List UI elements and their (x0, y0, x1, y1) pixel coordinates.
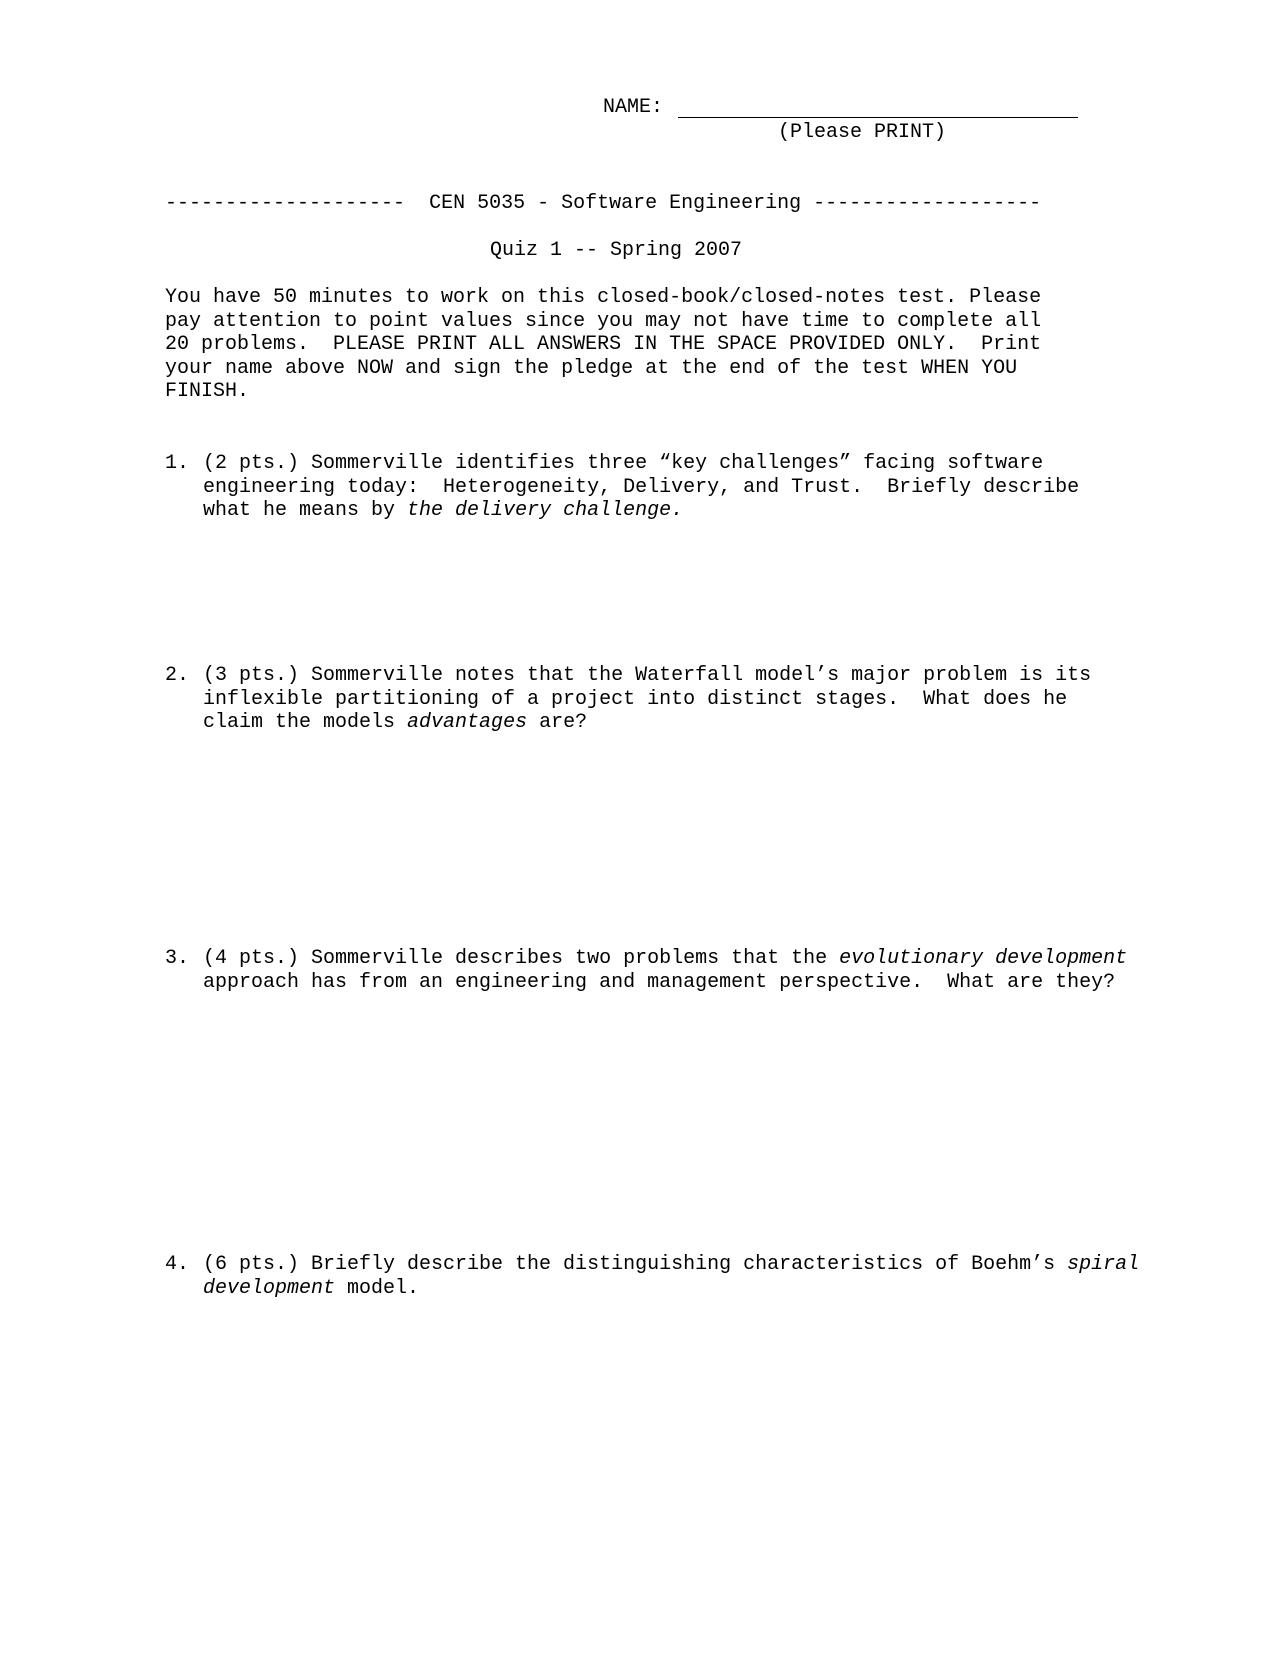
question-text-segment: model. (335, 1276, 420, 1300)
name-label: NAME: (603, 96, 664, 119)
question-text (203, 452, 1193, 523)
question-emphasis: spiral (1067, 1253, 1140, 1276)
question-text-segment: (4 pts.) Sommerville describes two problems that the (203, 947, 840, 970)
question-line: inflexible partitioning of a project into distinct stages. What does he (203, 687, 1068, 711)
question-line (203, 499, 1193, 523)
question-text (203, 664, 1193, 735)
question-number: 1. (165, 452, 190, 475)
instruction-line: 20 problems. PLEASE PRINT ALL ANSWERS IN THE SPACE PROVIDED ONLY. Print (165, 333, 1042, 356)
instruction-line: pay attention to point values since you may not have time to complete all (165, 309, 1042, 333)
course-title: CEN 5035 - Software Engineering (429, 192, 802, 215)
course-header (165, 192, 1077, 216)
question-line (203, 711, 1193, 735)
please-print-hint: (Please PRINT) (778, 121, 947, 144)
question-line: engineering today: Heterogeneity, Delivery, and Trust. Briefly describe (203, 475, 1080, 499)
question-emphasis: the delivery challenge. (407, 499, 684, 522)
question-text-segment: (6 pts.) Briefly describe the distinguishing characteristics of Boehm’s (203, 1253, 1068, 1276)
instruction-line: You have 50 minutes to work on this closed-book/closed-notes test. Please (165, 286, 1042, 309)
question-number: 2. (165, 664, 190, 687)
question-line (203, 1253, 1193, 1277)
question-line (203, 947, 1193, 971)
question-line: (3 pts.) Sommerville notes that the Waterfall model’s major problem is its (203, 664, 1092, 687)
question-text-segment: what he means by (203, 499, 408, 522)
question-number: 3. (165, 947, 190, 970)
question-number: 4. (165, 1253, 190, 1276)
question-emphasis: evolutionary development (839, 947, 1128, 970)
question-line (203, 1277, 1193, 1301)
instruction-line: FINISH. (165, 380, 250, 403)
question-text-segment: claim the models (203, 711, 408, 734)
question-emphasis: advantages (407, 711, 528, 734)
quiz-title: Quiz 1 -- Spring 2007 (490, 239, 743, 262)
header-right-dashes: ------------------- (813, 192, 1042, 215)
instructions (165, 286, 1095, 404)
instruction-line: your name above NOW and sign the pledge at the end of the test WHEN YOU (165, 356, 1018, 380)
name-blank-line[interactable] (678, 117, 1078, 118)
header-left-dashes: -------------------- (165, 192, 406, 215)
question-text (203, 1253, 1193, 1300)
question-emphasis: development (203, 1276, 336, 1300)
question-text (203, 947, 1193, 994)
question-text-segment: are? (527, 711, 588, 734)
question-line: approach has from an engineering and management perspective. What are they? (203, 970, 1116, 994)
question-line: (2 pts.) Sommerville identifies three “key challenges” facing software (203, 452, 1044, 475)
